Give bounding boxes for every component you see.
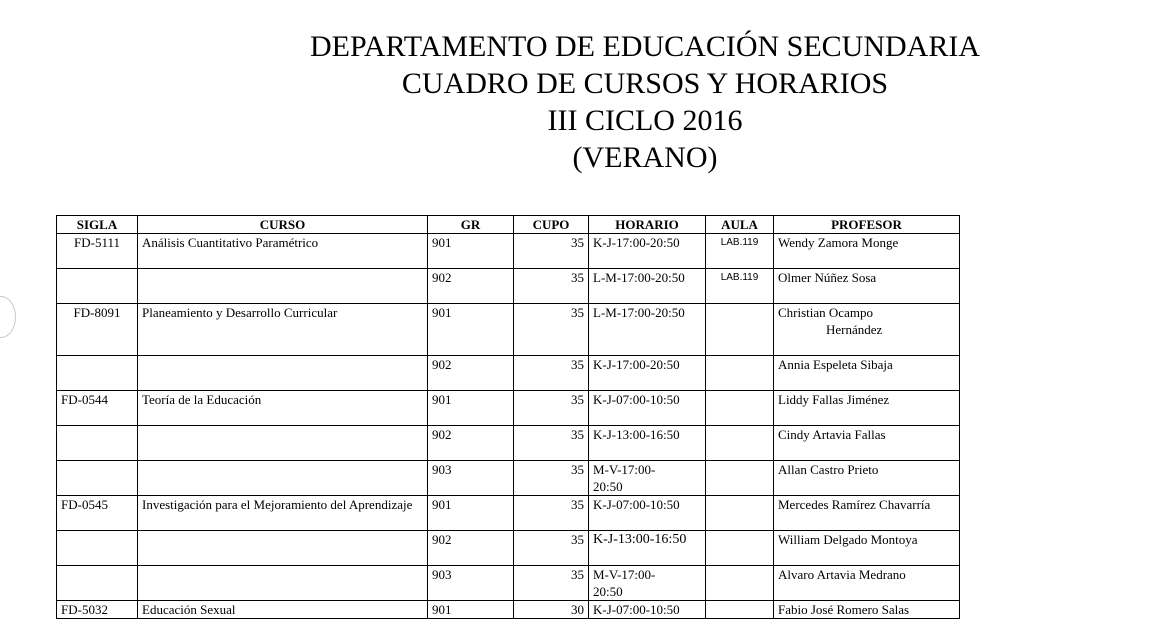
cell-profesor: Liddy Fallas Jiménez — [774, 391, 960, 426]
cell-profesor: Alvaro Artavia Medrano — [774, 566, 960, 601]
cell-cupo: 35 — [514, 496, 589, 531]
cell-sigla: FD-0544 — [57, 391, 138, 426]
schedule-table — [56, 215, 960, 619]
table-row — [57, 269, 960, 304]
cell-cupo: 35 — [514, 269, 589, 304]
cell-sigla: FD-5032 — [57, 601, 138, 619]
cell-profesor: Fabio José Romero Salas — [774, 601, 960, 619]
cell-profesor: Cindy Artavia Fallas — [774, 426, 960, 461]
cell-curso — [138, 356, 428, 391]
table-row — [57, 461, 960, 496]
cell-sigla — [57, 461, 138, 496]
cell-cupo: 35 — [514, 304, 589, 356]
header-cupo: CUPO — [514, 216, 589, 234]
cell-aula — [706, 304, 774, 356]
cell-aula — [706, 461, 774, 496]
cell-gr: 903 — [428, 461, 514, 496]
header-gr: GR — [428, 216, 514, 234]
title-line-2: CUADRO DE CURSOS Y HORARIOS — [401, 67, 889, 100]
cell-sigla — [57, 356, 138, 391]
profesor-line-1: Christian Ocampo — [778, 305, 873, 320]
cell-horario: M-V-17:00-20:50 — [589, 566, 706, 601]
cell-sigla — [57, 426, 138, 461]
cell-gr: 902 — [428, 269, 514, 304]
header-profesor: PROFESOR — [774, 216, 960, 234]
cell-sigla: FD-0545 — [57, 496, 138, 531]
cell-cupo: 35 — [514, 566, 589, 601]
document-title — [140, 28, 1149, 176]
header-sigla: SIGLA — [57, 216, 138, 234]
cell-curso — [138, 269, 428, 304]
cell-aula — [706, 391, 774, 426]
cell-curso: Análisis Cuantitativo Paramétrico — [138, 234, 428, 269]
cell-sigla — [57, 269, 138, 304]
header-aula: AULA — [706, 216, 774, 234]
header-curso: CURSO — [138, 216, 428, 234]
table-row — [57, 566, 960, 601]
cell-gr: 901 — [428, 234, 514, 269]
table-row — [57, 391, 960, 426]
title-line-1: DEPARTAMENTO DE EDUCACIÓN SECUNDARIA — [310, 30, 980, 63]
cell-horario: K-J-07:00-10:50 — [589, 601, 706, 619]
cell-curso: Teoría de la Educación — [138, 391, 428, 426]
cell-aula — [706, 426, 774, 461]
cell-cupo: 35 — [514, 426, 589, 461]
cell-horario: K-J-13:00-16:50 — [589, 531, 706, 566]
cell-gr: 902 — [428, 531, 514, 566]
cell-aula — [706, 601, 774, 619]
header-horario: HORARIO — [589, 216, 706, 234]
cell-aula: LAB.119 — [706, 234, 774, 269]
cell-horario: L-M-17:00-20:50 — [589, 269, 706, 304]
cell-profesor: Wendy Zamora Monge — [774, 234, 960, 269]
cell-gr: 902 — [428, 356, 514, 391]
title-line-3: III CICLO 2016 — [547, 104, 743, 137]
table-row — [57, 356, 960, 391]
cell-sigla — [57, 531, 138, 566]
cell-horario: M-V-17:00-20:50 — [589, 461, 706, 496]
cell-profesor: Olmer Núñez Sosa — [774, 269, 960, 304]
cell-horario: K-J-07:00-10:50 — [589, 391, 706, 426]
cell-gr: 901 — [428, 391, 514, 426]
cell-curso: Planeamiento y Desarrollo Curricular — [138, 304, 428, 356]
table-row — [57, 426, 960, 461]
cell-cupo: 30 — [514, 601, 589, 619]
cell-curso — [138, 461, 428, 496]
cell-cupo: 35 — [514, 391, 589, 426]
cell-horario: L-M-17:00-20:50 — [589, 304, 706, 356]
cell-curso: Educación Sexual — [138, 601, 428, 619]
cell-profesor: Annia Espeleta Sibaja — [774, 356, 960, 391]
cell-gr: 901 — [428, 496, 514, 531]
profesor-line-2: Hernández — [826, 322, 883, 337]
cell-curso — [138, 426, 428, 461]
cell-gr: 903 — [428, 566, 514, 601]
cell-aula — [706, 356, 774, 391]
cell-sigla: FD-5111 — [57, 234, 138, 269]
cell-cupo: 35 — [514, 461, 589, 496]
cell-aula — [706, 531, 774, 566]
cell-profesor: Allan Castro Prieto — [774, 461, 960, 496]
cell-curso: Investigación para el Mejoramiento del Aprendizaje — [138, 496, 428, 531]
table-row — [57, 304, 960, 356]
cell-horario: K-J-17:00-20:50 — [589, 234, 706, 269]
cell-sigla: FD-8091 — [57, 304, 138, 356]
table-row — [57, 601, 960, 619]
cell-cupo: 35 — [514, 356, 589, 391]
cell-curso — [138, 566, 428, 601]
cell-aula — [706, 496, 774, 531]
cell-horario: K-J-13:00-16:50 — [589, 426, 706, 461]
cell-aula — [706, 566, 774, 601]
cell-horario: K-J-07:00-10:50 — [589, 496, 706, 531]
cell-horario: K-J-17:00-20:50 — [589, 356, 706, 391]
table-row — [57, 531, 960, 566]
cell-cupo: 35 — [514, 531, 589, 566]
cell-cupo: 35 — [514, 234, 589, 269]
table-header-row — [57, 216, 960, 234]
cell-gr: 901 — [428, 304, 514, 356]
cell-gr: 901 — [428, 601, 514, 619]
table-row — [57, 234, 960, 269]
side-panel-handle[interactable] — [0, 296, 16, 338]
cell-profesor: William Delgado Montoya — [774, 531, 960, 566]
table-row — [57, 496, 960, 531]
title-line-4: (VERANO) — [572, 141, 718, 174]
cell-sigla — [57, 566, 138, 601]
cell-gr: 902 — [428, 426, 514, 461]
cell-profesor: Mercedes Ramírez Chavarría — [774, 496, 960, 531]
cell-aula: LAB.119 — [706, 269, 774, 304]
cell-curso — [138, 531, 428, 566]
cell-profesor — [774, 304, 960, 356]
